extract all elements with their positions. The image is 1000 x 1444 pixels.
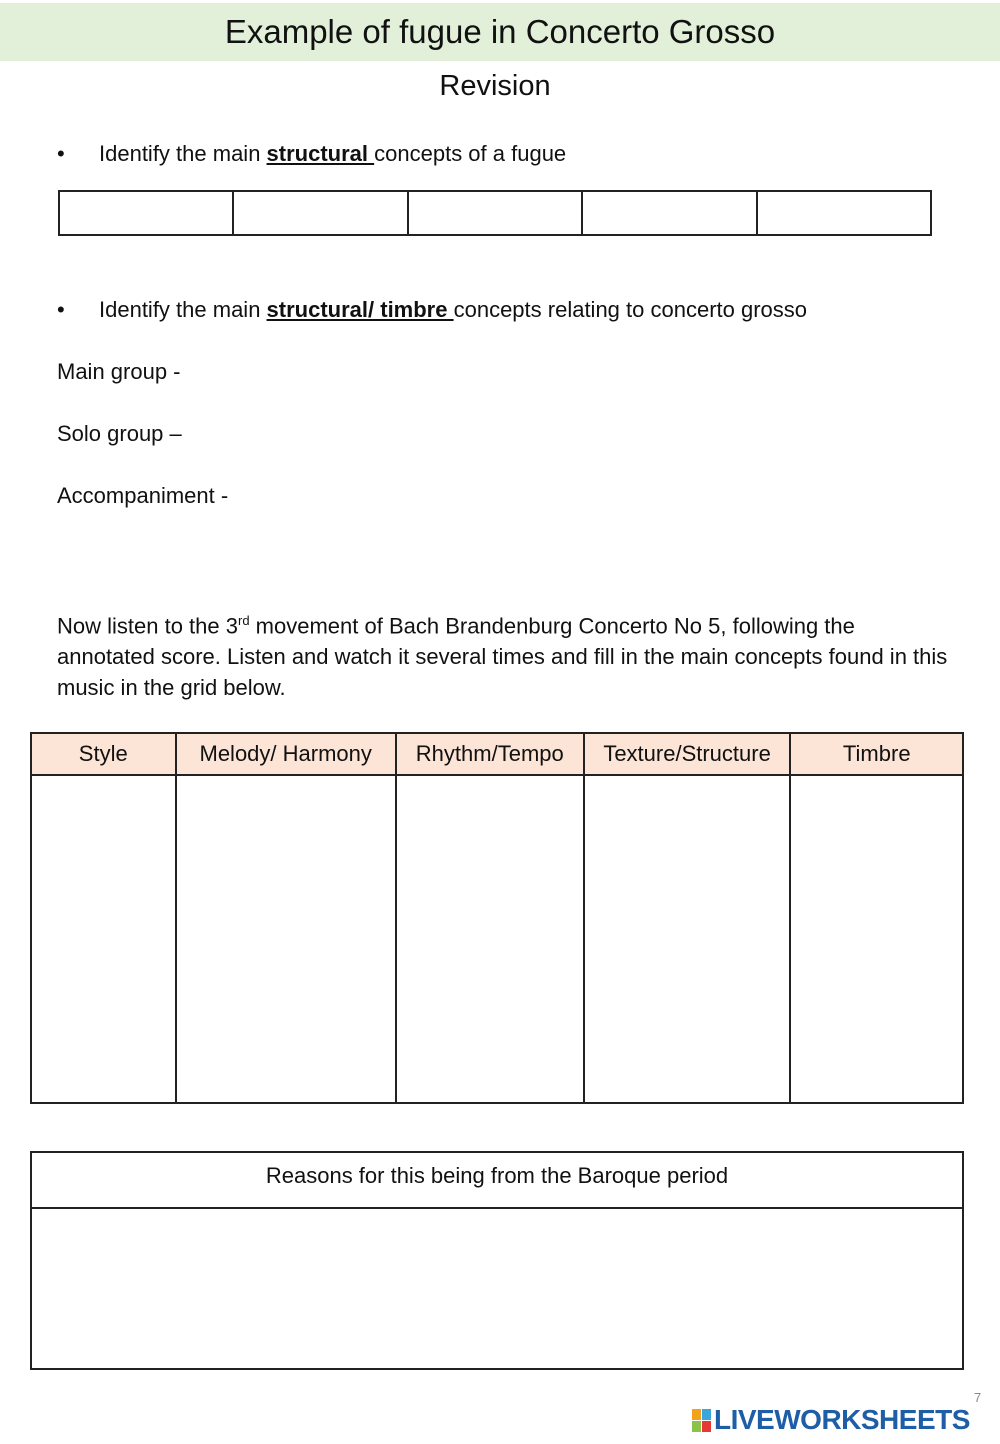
fugue-instruction (57, 141, 566, 167)
baroque-reasons-box (30, 1151, 964, 1370)
baroque-reasons-heading: Reasons for this being from the Baroque period (32, 1153, 962, 1209)
concepts-answer-row (31, 775, 963, 1103)
fugue-concepts-grid (58, 190, 932, 236)
liveworksheets-wordmark: LIVEWORKSHEETS (714, 1404, 970, 1435)
logo-tile (702, 1409, 711, 1420)
logo-tile (692, 1409, 701, 1420)
fugue-concept-cell[interactable] (583, 192, 757, 234)
concepts-table (30, 732, 964, 1104)
ordinal-suffix: rd (237, 613, 250, 628)
fugue-instruction-prefix: Identify the main (99, 141, 267, 166)
column-header-rhythm-tempo: Rhythm/Tempo (396, 733, 584, 775)
page-number: 7 (974, 1390, 982, 1405)
bullet-icon: • (57, 141, 65, 166)
column-header-melody-harmony: Melody/ Harmony (176, 733, 396, 775)
timbre-answer-cell[interactable] (790, 775, 963, 1103)
fugue-concept-cell[interactable] (60, 192, 234, 234)
title-bar (0, 3, 1000, 61)
style-answer-cell[interactable] (31, 775, 176, 1103)
fugue-instruction-emphasis: structural (266, 141, 375, 166)
fugue-concept-cell[interactable] (409, 192, 583, 234)
logo-tile (692, 1421, 701, 1432)
main-group-label: Main group - (57, 359, 181, 384)
melody-harmony-answer-cell[interactable] (176, 775, 396, 1103)
listening-instructions-part1: Now listen to the 3 (57, 613, 238, 639)
listening-instructions-part2: movement of Bach Brandenburg Concerto No 5, following the annotated score. Listen and watch it several times and fill in the main concepts found in this music in the grid below. (57, 613, 948, 701)
concerto-instruction-prefix: Identify the main (99, 297, 267, 322)
concepts-header-row (31, 733, 963, 775)
fugue-concept-cell[interactable] (234, 192, 408, 234)
solo-group-label: Solo group – (57, 421, 182, 446)
bullet-icon: • (57, 297, 65, 322)
accompaniment-label: Accompaniment - (57, 483, 229, 508)
concerto-instruction-suffix: concepts relating to concerto grosso (453, 297, 808, 322)
page-subtitle: Revision (439, 70, 551, 102)
liveworksheets-brand (692, 1404, 970, 1436)
listening-instructions (57, 605, 957, 703)
texture-structure-answer-cell[interactable] (584, 775, 791, 1103)
page-title: Example of fugue in Concerto Grosso (224, 13, 776, 50)
baroque-reasons-answer-area[interactable] (32, 1209, 962, 1369)
rhythm-tempo-answer-cell[interactable] (396, 775, 584, 1103)
concerto-instruction (57, 297, 807, 323)
column-header-texture-structure: Texture/Structure (584, 733, 791, 775)
column-header-timbre: Timbre (790, 733, 963, 775)
fugue-instruction-suffix: concepts of a fugue (374, 141, 567, 166)
column-header-style: Style (31, 733, 176, 775)
concerto-instruction-emphasis: structural/ timbre (266, 297, 454, 322)
liveworksheets-logo-icon (692, 1409, 711, 1432)
fugue-concept-cell[interactable] (758, 192, 930, 234)
logo-tile (702, 1421, 711, 1432)
